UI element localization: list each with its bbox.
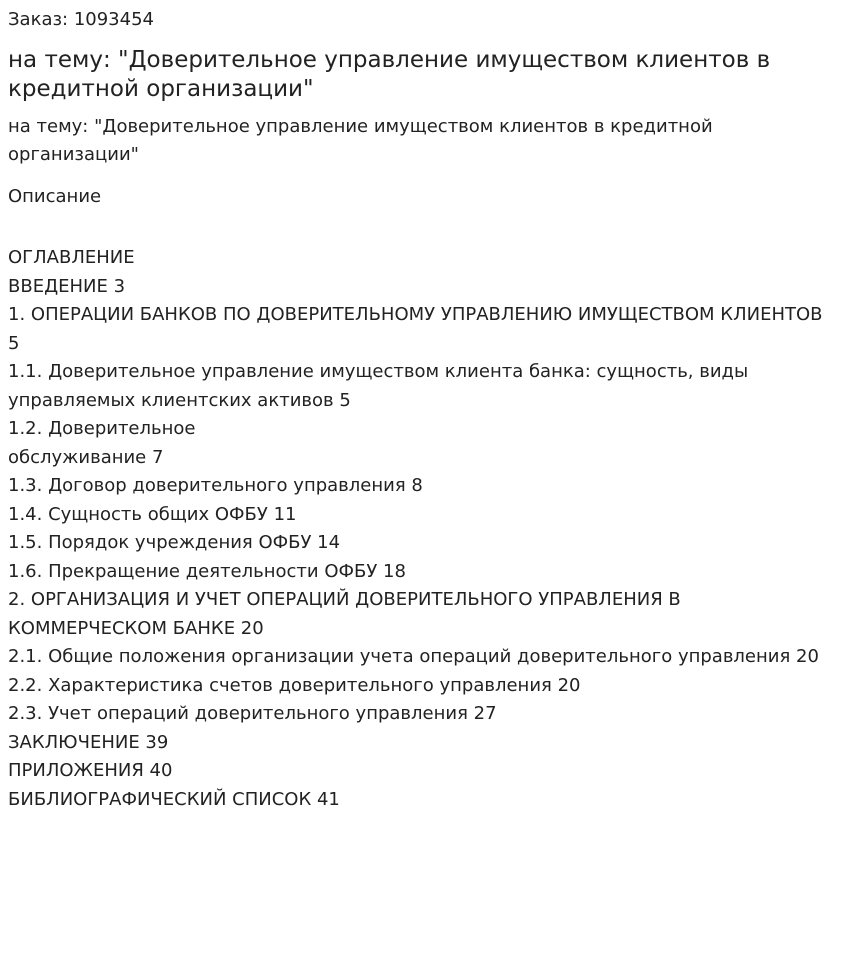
toc-entry: ОГЛАВЛЕНИЕ [8,247,135,268]
toc-entry: 2.2. Характеристика счетов доверительного управления 20 [8,674,581,696]
toc-entry: 1. ОПЕРАЦИИ БАНКОВ ПО ДОВЕРИТЕЛЬНОМУ УПРАВЛЕНИЮ ИМУЩЕСТВОМ КЛИЕНТОВ 5 [8,304,823,354]
toc-entry: 1.5. Порядок учреждения ОФБУ 14 [8,532,341,553]
toc-entry: БИБЛИОГРАФИЧЕСКИЙ СПИСОК 41 [8,788,340,810]
toc-entry: обслуживание 7 [8,446,164,468]
toc-entry: ВВЕДЕНИЕ 3 [8,275,126,297]
page-subtitle: на тему: "Доверительное управление имуществом клиентов в кредитной организации" [8,116,713,165]
toc-entry: 1.4. Сущность общих ОФБУ 11 [8,503,297,525]
toc-entry: 1.1. Доверительное управление имуществом клиента банка: сущность, виды управляемых клиентских активов 5 [8,361,749,411]
description-heading: Описание [8,186,102,207]
table-of-contents [8,244,839,814]
page-title: на тему: "Доверительное управление имуществом клиентов в кредитной организации" [8,47,771,102]
toc-entry: 2.1. Общие положения организации учета операций доверительного управления 20 [8,646,819,667]
toc-entry: 1.6. Прекращение деятельности ОФБУ 18 [8,560,406,582]
toc-entry: ПРИЛОЖЕНИЯ 40 [8,760,173,781]
order-number: Заказ: 1093454 [8,9,154,30]
toc-entry: 2.3. Учет операций доверительного управления 27 [8,703,497,724]
toc-entry: 1.2. Доверительное [8,418,196,439]
toc-entry: 2. ОРГАНИЗАЦИЯ И УЧЕТ ОПЕРАЦИЙ ДОВЕРИТЕЛЬНОГО УПРАВЛЕНИЯ В КОММЕРЧЕСКОМ БАНКЕ 20 [8,589,681,639]
toc-entry: 1.3. Договор доверительного управления 8 [8,475,423,496]
toc-entry: ЗАКЛЮЧЕНИЕ 39 [8,731,169,753]
